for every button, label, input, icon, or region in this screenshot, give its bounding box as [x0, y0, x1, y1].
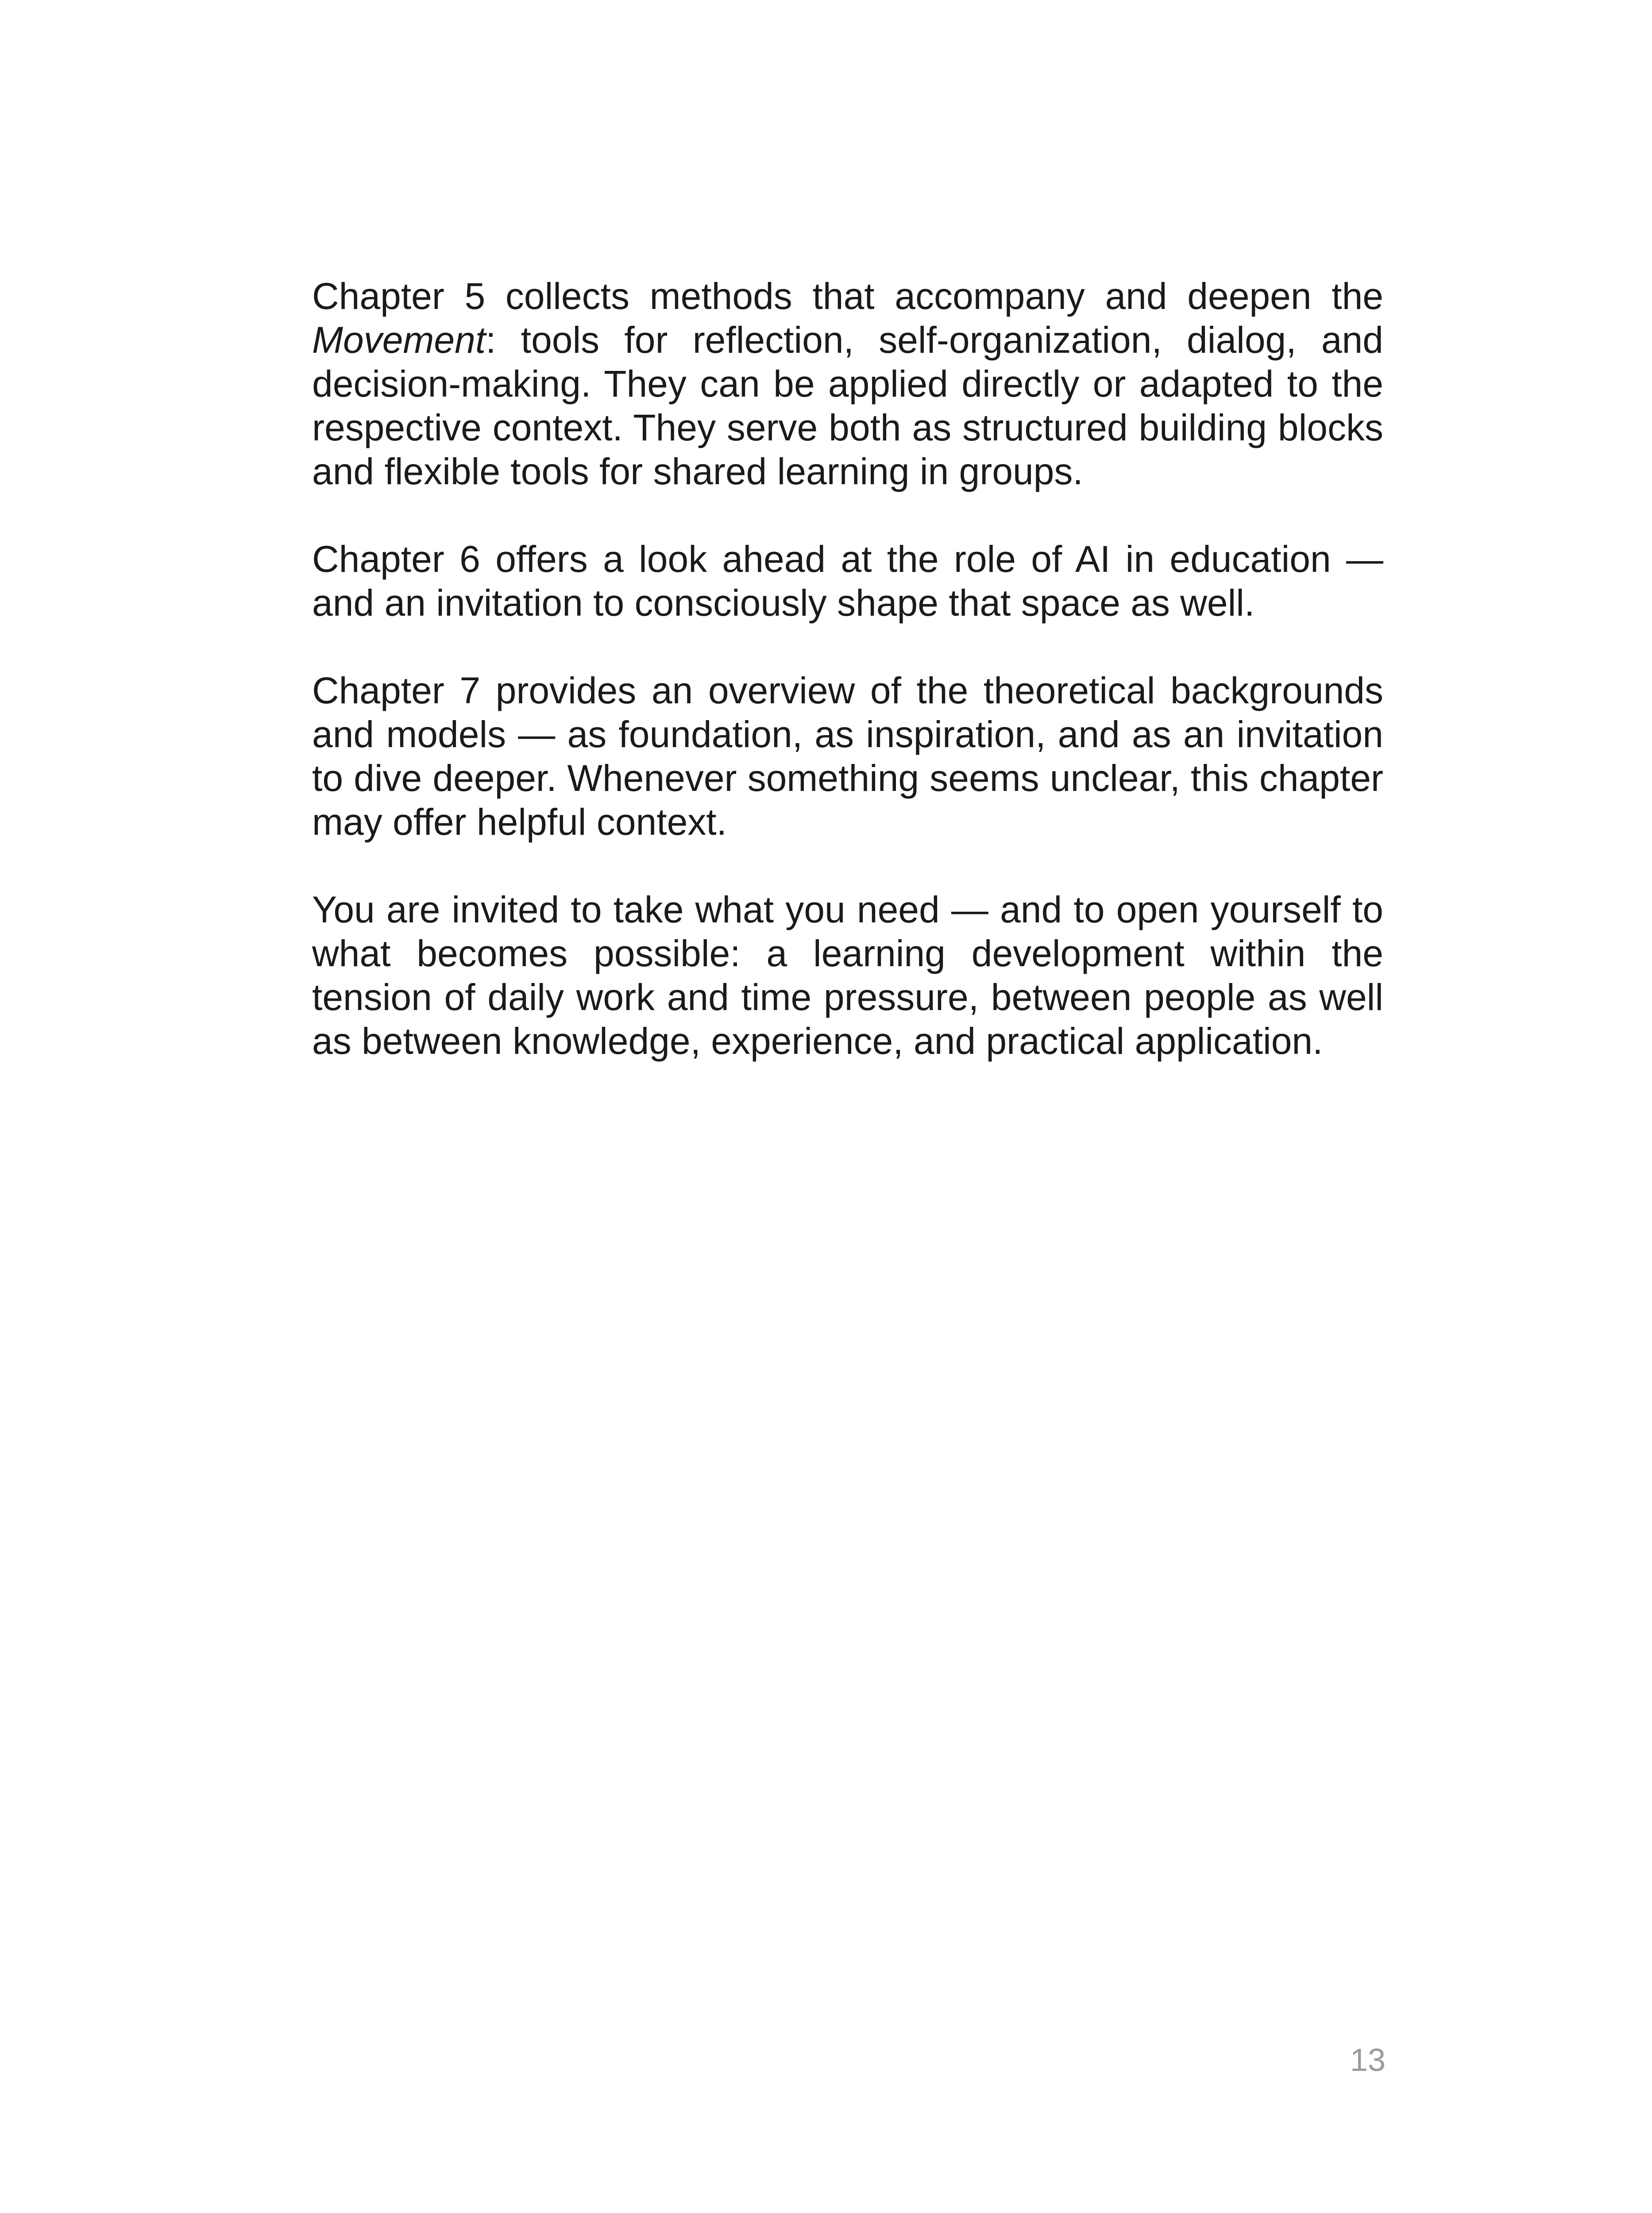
page-number: 13: [1350, 2043, 1386, 2078]
paragraph-invitation: You are invited to take what you need — and to open yourself to what becomes possible: a learning development within the tension of daily work and time pressure, between people as well as between knowledge, experience, and practical application.: [312, 889, 1383, 1062]
paragraph-chapter-5-rest: : tools for reflection, self-organization, dialog, and decision-making. They can be applied directly or adapted to the respective context. They serve both as structured building blocks and flexible tools for shared learning in groups.: [312, 319, 1383, 492]
paragraph-chapter-6: Chapter 6 offers a look ahead at the role of AI in education — and an invitation to consciously shape that space as well.: [312, 538, 1383, 624]
paragraph-chapter-5-lead: Chapter 5 collects methods that accompany and deepen the: [312, 275, 1383, 317]
paragraph-chapter-7: Chapter 7 provides an overview of the theoretical backgrounds and models — as foundation, as inspiration, and as an invitation to dive deeper. Whenever something seems unclear, this chapter may offer helpful context.: [312, 670, 1383, 843]
movement-emphasis: Movement: [312, 319, 486, 361]
body-text: [312, 274, 1383, 1063]
paragraph-chapter-5: [312, 274, 1383, 493]
